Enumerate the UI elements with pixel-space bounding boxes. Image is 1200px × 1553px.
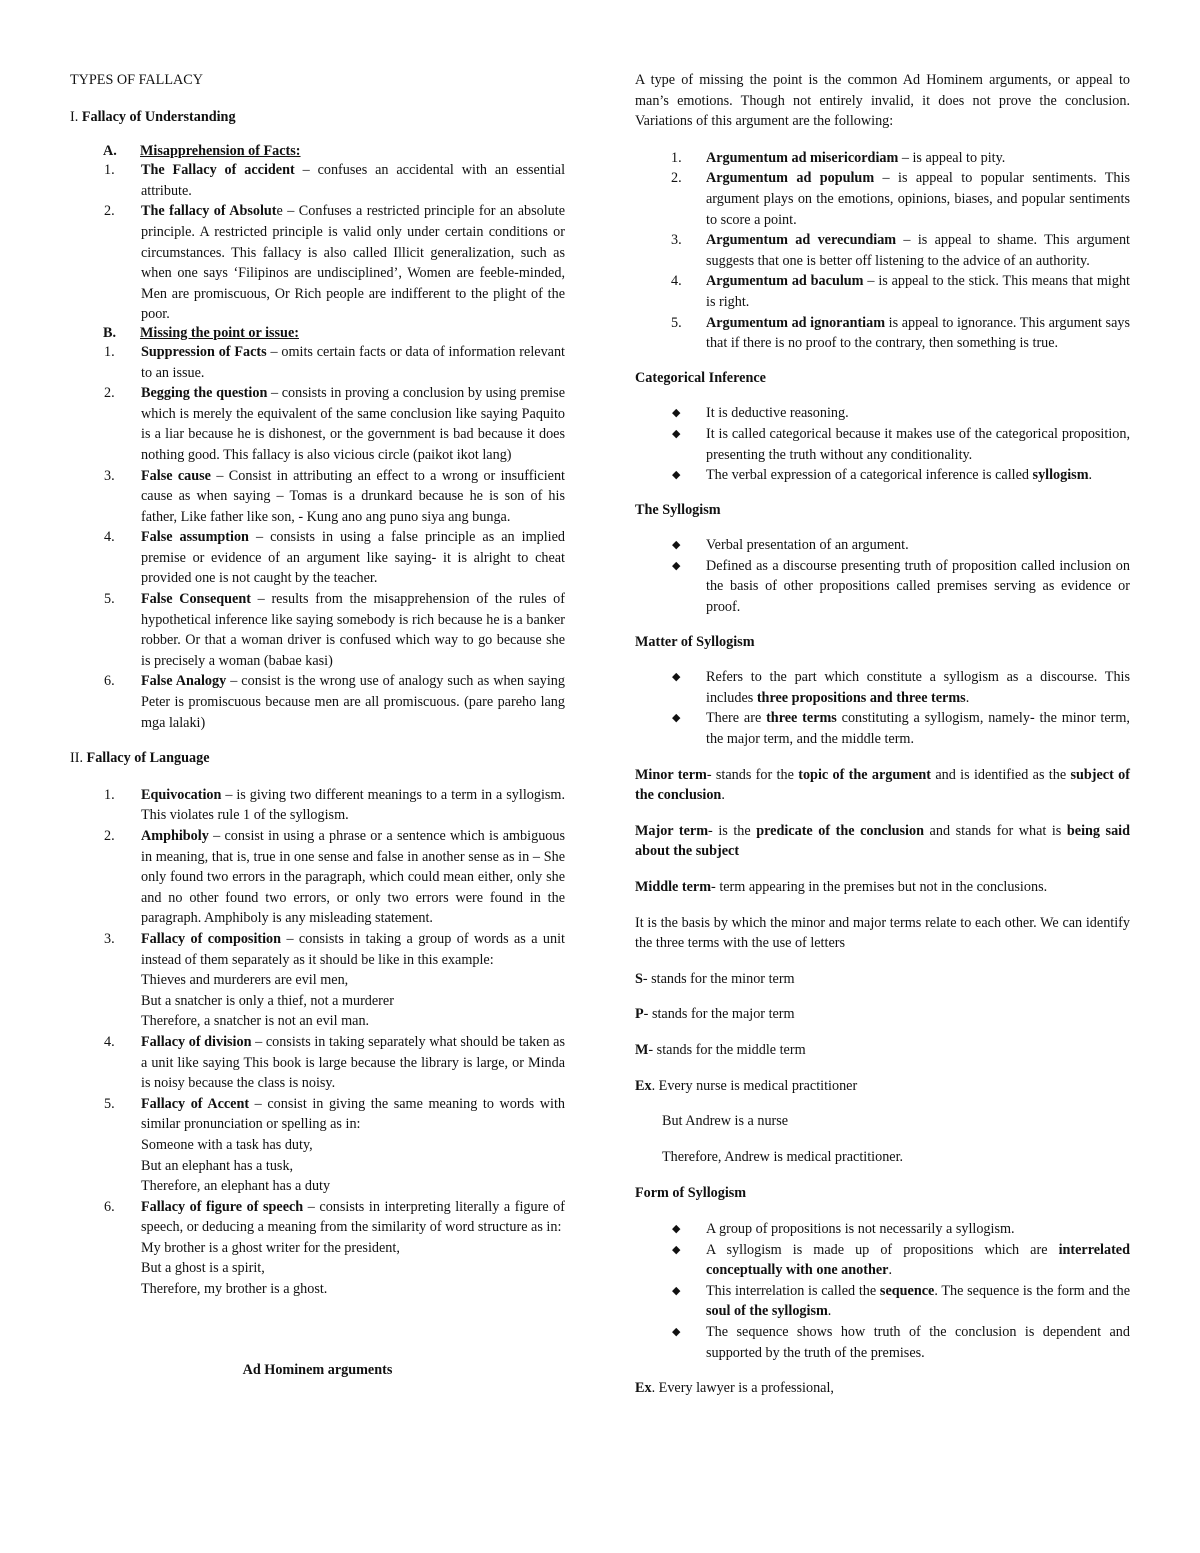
item-term: Equivocation	[141, 786, 222, 803]
example-line: My brother is a ghost writer for the president,	[141, 1239, 400, 1256]
example-line: But an elephant has a tusk,	[141, 1157, 294, 1174]
bullet-bold-text: sequence	[879, 1282, 935, 1299]
item-number: 1.	[104, 343, 115, 360]
section-label: Fallacy of Understanding	[81, 108, 236, 125]
term-letter: M	[635, 1041, 649, 1058]
item-term: Fallacy of figure of speech	[141, 1198, 304, 1215]
bullet-item	[635, 1240, 1130, 1281]
term-letter-line	[635, 969, 1130, 990]
item-term: Argumentum ad ignorantiam	[706, 314, 886, 331]
example-label: Ex	[635, 1077, 652, 1094]
item-text: is appeal to ignorance. This argument says that if there is no proof to the contrary, then something is true.	[706, 314, 1130, 352]
bullet-text: .	[965, 689, 970, 706]
item-number: 1.	[104, 786, 115, 803]
bullet-bold-text: soul of the syllogism	[706, 1303, 828, 1320]
matter-heading: Matter of Syllogism	[635, 633, 755, 650]
list-item	[635, 313, 1130, 354]
item-term: False Consequent	[141, 591, 251, 608]
subheading-mark: B.	[103, 324, 117, 341]
example-2-line-1	[635, 1378, 1130, 1399]
bullet-icon: ◆	[672, 1325, 681, 1338]
term-letters	[635, 969, 1130, 1061]
item-term: Fallacy of Accent	[141, 1095, 250, 1112]
list-item	[70, 589, 565, 671]
left-column	[70, 66, 565, 1380]
middle-term-label: Middle term	[635, 879, 712, 895]
missing-point-list	[70, 342, 565, 733]
example-text: . Every nurse is medical practitioner	[651, 1077, 858, 1094]
bullet-bold-text: three propositions and three terms	[756, 689, 966, 706]
item-term: The fallacy of Absolut	[141, 203, 277, 220]
document-title: TYPES OF FALLACY	[70, 72, 203, 88]
item-term: The Fallacy of accident	[141, 162, 295, 179]
item-number: 1.	[104, 162, 115, 179]
bullet-text: Verbal presentation of an argument.	[706, 537, 909, 554]
item-number: 6.	[104, 673, 115, 690]
bullet-text: It is called categorical because it makes use of the categorical proposition, presenting the truth without any conditionality.	[706, 425, 1130, 463]
bullet-text: .	[1088, 467, 1093, 484]
bullet-item	[635, 556, 1130, 618]
syllogism-heading: The Syllogism	[635, 501, 721, 518]
list-item	[70, 383, 565, 465]
item-number: 4.	[104, 529, 115, 546]
bullet-icon: ◆	[672, 712, 681, 725]
item-text: – consist in giving the same meaning to words with similar pronunciation or spelling as in:	[141, 1095, 565, 1133]
categorical-inference-heading: Categorical Inference	[635, 369, 766, 386]
bullet-item	[635, 424, 1130, 465]
bullet-bold-text: three terms	[766, 710, 837, 727]
item-term: False Analogy	[141, 673, 227, 690]
item-term: Argumentum ad misericordiam	[706, 149, 899, 166]
ad-hominem-list	[635, 148, 1130, 354]
example-1-line-2: But Andrew is a nurse	[662, 1113, 789, 1130]
middle-term-paragraph	[635, 877, 1130, 898]
ad-hominem-heading: Ad Hominem arguments	[242, 1361, 393, 1378]
minor-term-text: .	[721, 787, 725, 804]
term-letter-line	[635, 1040, 1130, 1061]
section-number: I.	[70, 108, 79, 125]
major-term-bold: being said about the subject	[635, 822, 1131, 860]
form-bullets	[635, 1219, 1130, 1363]
item-number: 6.	[104, 1198, 115, 1215]
item-term: Argumentum ad baculum	[706, 273, 864, 290]
list-item	[70, 466, 565, 528]
bullet-text: A syllogism is made up of propositions which are	[706, 1241, 1059, 1258]
item-text: – results from the misapprehension of the rules of hypothetical inference like saying somebody is rich because he is a banker robber. Or that a woman driver is confused which way to go because she is precisely a woman (babae kasi)	[141, 591, 566, 669]
item-text: – consists in taking a group of words as a unit instead of them separately as it should be like in this example:	[141, 930, 565, 968]
bullet-icon: ◆	[672, 1243, 681, 1256]
list-item	[70, 671, 565, 733]
item-number: 3.	[104, 930, 115, 947]
matter-bullets	[635, 667, 1130, 749]
item-number: 2.	[104, 828, 115, 844]
item-term: Fallacy of composition	[141, 930, 282, 947]
item-term: False assumption	[141, 529, 249, 546]
term-letter: S	[635, 970, 643, 987]
item-text: – consists in interpreting literally a figure of speech, or deducing a meaning from the similarity of word structure as in:	[141, 1198, 566, 1236]
item-number: 3.	[104, 467, 115, 484]
major-term-text: - is the	[708, 822, 757, 839]
categorical-bullets	[635, 403, 1130, 485]
item-text: – omits certain facts or data of information relevant to an issue.	[141, 343, 565, 381]
major-term-label: Major term	[635, 822, 709, 839]
bullet-icon: ◆	[672, 427, 681, 440]
item-term: Fallacy of division	[141, 1033, 252, 1050]
bullet-icon: ◆	[672, 407, 681, 420]
bullet-bold-text: syllogism	[1032, 467, 1089, 484]
example-line: Someone with a task has duty,	[141, 1136, 313, 1153]
right-column	[635, 66, 1130, 1399]
minor-term-bold: subject of the conclusion	[635, 766, 1130, 804]
term-letter-line	[635, 1004, 1130, 1025]
item-number: 4.	[104, 1033, 115, 1050]
bullet-icon: ◆	[672, 1222, 681, 1235]
subheading-missing-point	[70, 325, 565, 342]
example-label: Ex	[635, 1380, 652, 1397]
bullet-icon: ◆	[672, 469, 681, 482]
list-item	[70, 160, 565, 201]
bullet-item	[635, 403, 1130, 424]
list-item	[635, 148, 1130, 169]
item-number: 5.	[104, 1095, 115, 1112]
bullet-item	[635, 1281, 1130, 1322]
item-term: Suppression of Facts	[141, 343, 267, 360]
bullet-icon: ◆	[672, 539, 681, 552]
item-number: 3.	[671, 232, 682, 249]
list-item	[70, 1197, 565, 1300]
section-heading-language	[70, 748, 565, 769]
item-text: – is appeal to pity.	[898, 149, 1006, 166]
item-text: – consist in using a phrase or a sentence which is ambiguous in meaning, that is, true in one sense and false in another sense as in – She only found two errors in the paragraph, which could mean either, only she and no other found two errors, or only two errors were found in the paragraph. Amphiboly is any misleading statement.	[141, 828, 565, 927]
item-term: Amphiboly	[141, 828, 209, 844]
bullet-text: It is deductive reasoning.	[706, 405, 849, 422]
item-term: Argumentum ad verecundiam	[706, 232, 897, 249]
item-text: e – Confuses a restricted principle for an absolute principle. A restricted principle is valid only under certain conditions or circumstances. This fallacy is also called Illicit generalization, such as when one says ‘Filipinos are undisciplined’, Women are feeble-minded, Men are promiscuous, Or Rich people are indifferent to the plight of the poor.	[141, 203, 565, 323]
item-number: 4.	[671, 273, 682, 290]
item-text: – Consist in attributing an effect to a wrong or insufficient cause as when saying – Tomas is a drunkard because he is son of his father, Like father like son, - Kung ano ang puno siya ang bunga.	[141, 467, 565, 525]
bullet-icon: ◆	[672, 1284, 681, 1297]
item-term: False cause	[141, 467, 211, 484]
bullet-text: constituting a syllogism, namely- the minor term, the major term, and the middle term.	[706, 710, 1130, 748]
major-term-text: and stands for what is	[924, 822, 1067, 839]
item-term: Begging the question	[141, 385, 268, 402]
ad-hominem-intro: A type of missing the point is the common Ad Hominem arguments, or appeal to man’s emotions. Though not entirely invalid, it does not prove the conclusion. Variations of this argument are the following:	[635, 72, 1130, 130]
middle-term-text: - term appearing in the premises but not in the conclusions.	[711, 879, 1048, 895]
item-text: – consist is the wrong use of analogy such as when saying Peter is promiscuous because men are all promiscuous. (pare pareho lang mga lalaki)	[141, 673, 565, 731]
item-text: – is appeal to popular sentiments. This argument plays on the emotions, opinions, biases, and popular sentiments to score a point.	[706, 170, 1130, 228]
subheading-label: Missing the point or issue:	[140, 324, 299, 341]
example-line: But a snatcher is only a thief, not a murderer	[141, 992, 394, 1009]
bullet-item	[635, 535, 1130, 556]
bullet-item	[635, 667, 1130, 708]
bullet-item	[635, 1219, 1130, 1240]
item-text: – is giving two different meanings to a term in a syllogism. This violates rule 1 of the syllogism.	[141, 786, 565, 824]
item-text: – consists in using a false principle as an implied premise or evidence of an argument like saying- it is alright to cheat provided one is not caught by the teacher.	[141, 529, 565, 587]
subheading-mark: A.	[103, 143, 117, 160]
term-letter-text: - stands for the middle term	[648, 1041, 806, 1058]
example-1-line-3: Therefore, Andrew is medical practitioner.	[662, 1148, 904, 1165]
language-fallacy-list	[70, 785, 565, 1300]
bullet-text: This interrelation is called the	[706, 1282, 880, 1299]
item-text: – consists in taking separately what should be taken as a unit like saying This book is large because the library is large, or Minda is noisy because the class is noisy.	[141, 1033, 565, 1092]
list-item	[70, 1094, 565, 1197]
item-text: – consists in proving a conclusion by using premise which is merely the equivalent of the same conclusion like saying Paquito is a liar because he is dishonest, or the government is bad because it does nothing good. This fallacy is also vicious circle (paikot ikot lang)	[141, 385, 565, 463]
subheading-misapprehension	[70, 143, 565, 160]
major-term-paragraph	[635, 821, 1130, 862]
minor-term-text: - stands for the	[706, 766, 799, 783]
bullet-text: Defined as a discourse presenting truth of proposition called inclusion on the basis of other propositions called premises serving as evidence or proof.	[706, 557, 1130, 616]
example-line: Therefore, a snatcher is not an evil man.	[141, 1013, 370, 1030]
section-label: Fallacy of Language	[86, 750, 210, 767]
list-item	[635, 230, 1130, 271]
list-item	[70, 342, 565, 383]
item-number: 2.	[671, 170, 682, 187]
bullet-text: The sequence shows how truth of the conclusion is dependent and supported by the truth of the premises.	[706, 1323, 1130, 1361]
item-text: – is appeal to the stick. This means that might is right.	[706, 273, 1130, 310]
bullet-text: A group of propositions is not necessarily a syllogism.	[706, 1220, 1015, 1237]
example-line: But a ghost is a spirit,	[141, 1260, 265, 1277]
section-heading-understanding	[70, 107, 565, 128]
bullet-text: Refers to the part which constitute a syllogism as a discourse. This includes	[706, 669, 1130, 706]
list-item	[635, 271, 1130, 312]
bullet-item	[635, 708, 1130, 749]
list-item	[70, 785, 565, 826]
syllogism-bullets	[635, 535, 1130, 617]
bullet-text: .	[888, 1262, 893, 1279]
item-text: – confuses an accidental with an essential attribute.	[141, 162, 566, 199]
item-number: 5.	[104, 591, 115, 608]
example-line: Thieves and murderers are evil men,	[141, 972, 349, 989]
bullet-text: . The sequence is the form and the	[934, 1282, 1131, 1299]
form-heading: Form of Syllogism	[635, 1185, 747, 1202]
example-line: Therefore, my brother is a ghost.	[141, 1281, 328, 1298]
minor-term-bold: topic of the argument	[798, 766, 932, 783]
bullet-item	[635, 1322, 1130, 1363]
list-item	[635, 168, 1130, 230]
minor-term-text: and is identified as the	[931, 766, 1071, 783]
term-letter: P	[635, 1006, 644, 1023]
bullet-text: There are	[706, 710, 767, 727]
minor-term-paragraph	[635, 765, 1130, 806]
major-term-bold: predicate of the conclusion	[756, 822, 924, 839]
item-number: 5.	[671, 314, 682, 331]
misapprehension-list	[70, 160, 565, 325]
bullet-icon: ◆	[672, 671, 681, 684]
item-text: – is appeal to shame. This argument suggests that one is better off listening to the advice of an authority.	[706, 232, 1130, 269]
item-number: 2.	[104, 203, 115, 220]
list-item	[70, 929, 565, 1032]
item-number: 2.	[104, 385, 115, 402]
example-1-line-1	[635, 1076, 1130, 1097]
example-text: . Every lawyer is a professional,	[651, 1380, 834, 1397]
bullet-text: .	[827, 1303, 832, 1320]
term-letter-text: - stands for the minor term	[642, 970, 795, 987]
bullet-item	[635, 465, 1130, 486]
item-term: Argumentum ad populum	[706, 170, 875, 187]
bullet-bold-text: interrelated conceptually with one another	[706, 1241, 1130, 1279]
list-item	[70, 527, 565, 589]
basis-paragraph: It is the basis by which the minor and major terms relate to each other. We can identify the three terms with the use of letters	[635, 914, 1130, 952]
section-number: II.	[70, 750, 83, 767]
example-line: Therefore, an elephant has a duty	[141, 1178, 331, 1195]
list-item	[70, 201, 565, 325]
bullet-text: The verbal expression of a categorical inference is called	[706, 467, 1033, 484]
bullet-icon: ◆	[672, 559, 681, 572]
term-letter-text: - stands for the major term	[643, 1006, 795, 1023]
list-item	[70, 1032, 565, 1094]
item-number: 1.	[671, 149, 682, 166]
list-item	[70, 826, 565, 929]
minor-term-label: Minor term	[635, 766, 707, 783]
subheading-label: Misapprehension of Facts:	[140, 143, 301, 160]
